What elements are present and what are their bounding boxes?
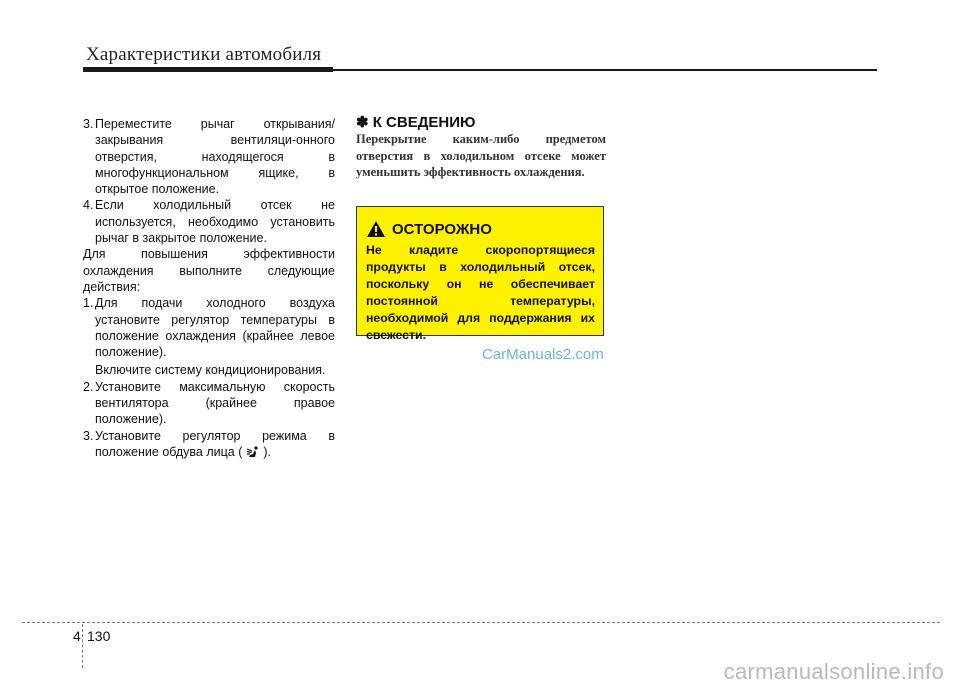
item-number: 4.: [83, 198, 94, 213]
note-body: Перекрытие каким-либо предметом отверстия в холодильном отсеке может уменьшить эффективность охлаждения.: [356, 132, 606, 179]
intro-paragraph: Для повышения эффективности охлаждения выполните следующие действия:: [83, 247, 335, 294]
warning-header: [366, 219, 595, 239]
step-text: Установите максимальную скорость вентилятора (крайнее правое положение).: [95, 379, 335, 427]
step-text: [95, 428, 335, 461]
header-title: Характеристики автомобиля: [86, 44, 322, 65]
item-text: Переместите рычаг открывания/закрывания вентиляци-онного отверстия, находящегося в многофункциональном ящике, в открытое положение.: [95, 117, 335, 197]
site-watermark: carmanualsonline.info: [723, 659, 944, 684]
warning-box: [356, 206, 604, 342]
step-3: [83, 428, 335, 461]
header-rule-thin: [333, 69, 877, 71]
step-1-extra: Включите систему кондиционирования.: [95, 363, 326, 378]
item-text: Если холодильный отсек не используется, необходимо установить рычаг в закрытое положение.: [95, 198, 335, 246]
item-number: 3.: [83, 117, 94, 131]
step-number: 1.: [83, 296, 94, 311]
instructions-column: [83, 116, 335, 460]
warning-triangle-icon: [366, 220, 386, 238]
warning-title: ОСТОРОЖНО: [392, 220, 492, 238]
footer-vertical-divider: [82, 624, 83, 668]
step-number: 3.: [83, 428, 94, 443]
note-title: ✽ К СВЕДЕНИЮ: [356, 114, 476, 131]
list-item-4: [83, 197, 335, 246]
header-rule-thick: [83, 67, 333, 72]
step-3-text-after: ).: [263, 444, 271, 459]
step-1: [83, 295, 335, 360]
face-vent-icon: [246, 446, 260, 458]
list-item-3: [83, 116, 335, 197]
step-text: Для подачи холодного воздуха установите регулятор температуры в положение охлаждения (крайнее левое положение).: [95, 296, 335, 360]
page-number: 130: [87, 628, 111, 644]
step-3-text-before: Установите регулятор режима в положение обдува лица (: [95, 428, 335, 459]
footer-dashed-rule: [22, 622, 940, 623]
step-number: 2.: [83, 379, 94, 394]
page-section-number: 4: [73, 628, 81, 644]
carmanuals-watermark: CarManuals2.com: [482, 346, 604, 363]
step-2: [83, 379, 335, 428]
warning-text: Не кладите скоропортящиеся продукты в холодильный отсек, поскольку он не обеспечивает постоянной температуры, необходимой для поддержания их свежести.: [366, 243, 595, 342]
